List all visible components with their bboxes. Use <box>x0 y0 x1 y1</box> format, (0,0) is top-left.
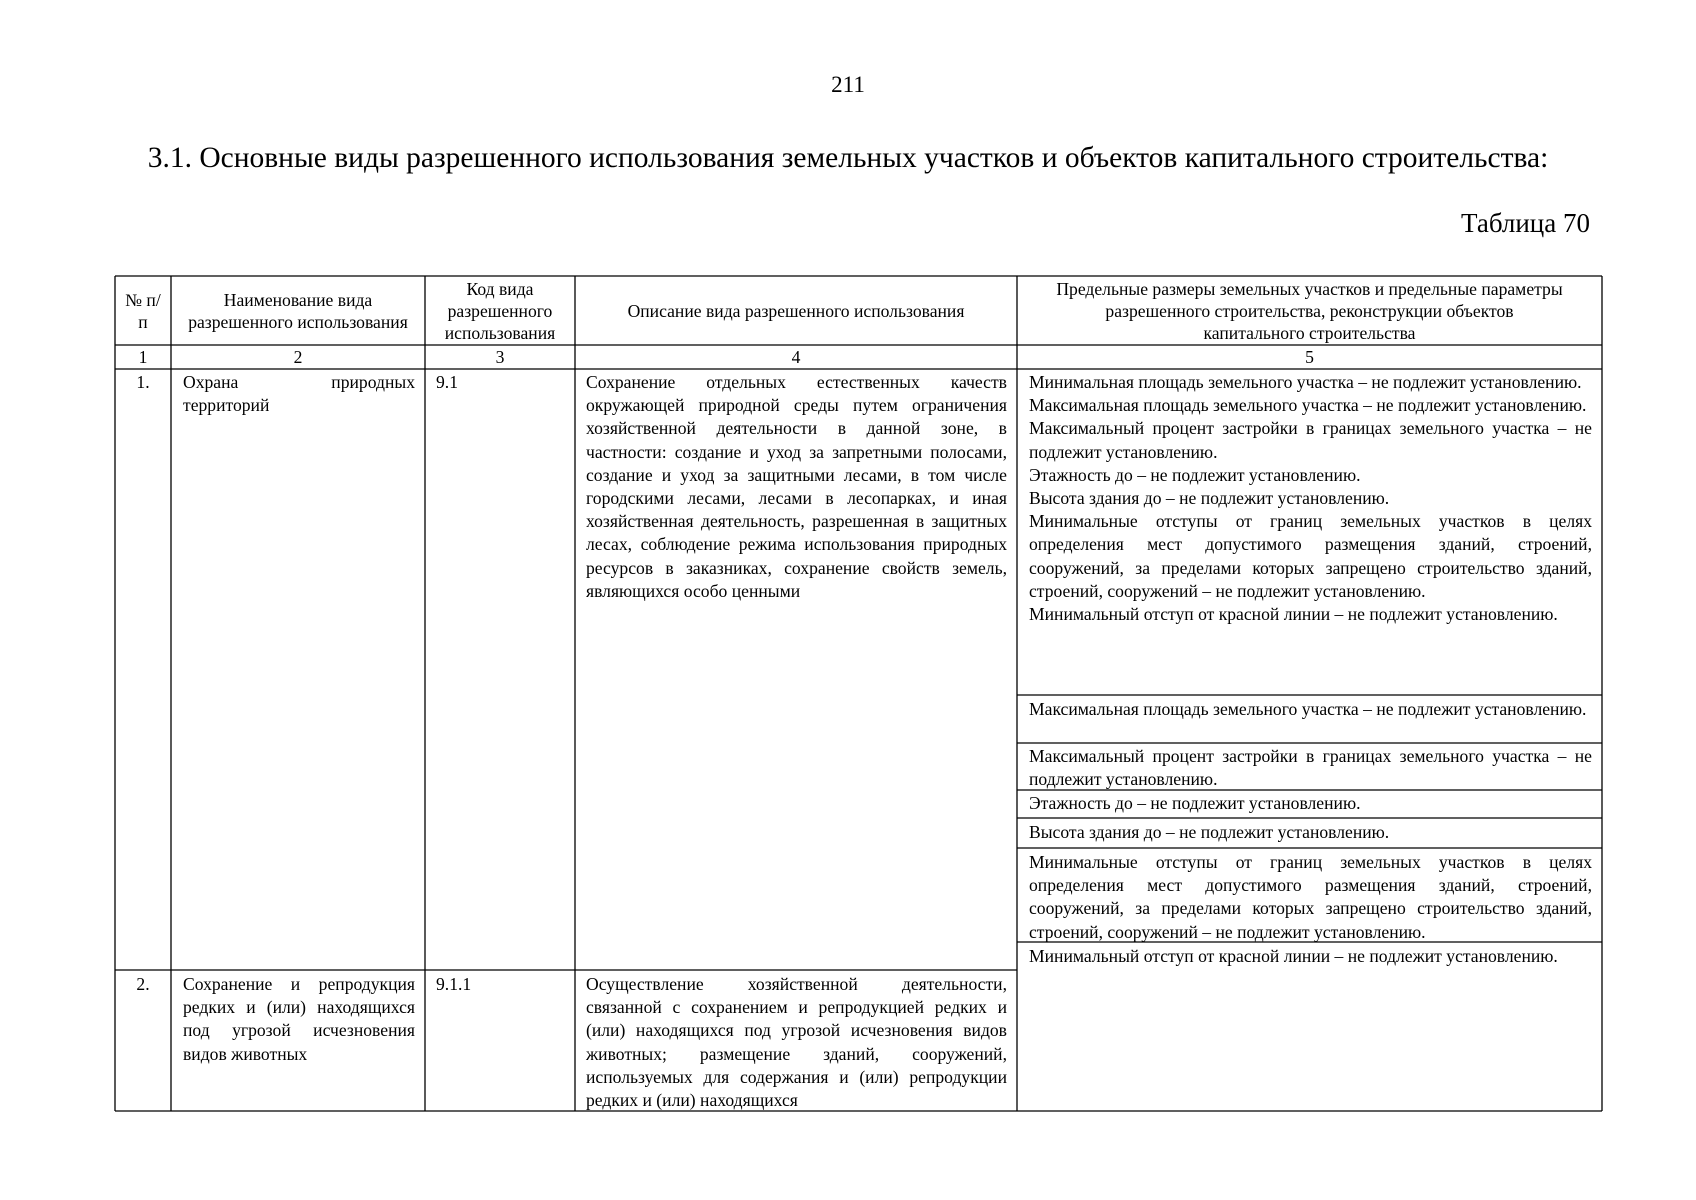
param-red-line: Минимальный отступ от красной линии – не подлежит установлению. <box>1029 604 1558 625</box>
page-number: 211 <box>831 72 865 97</box>
row1-description: Сохранение отдельных естественных качеств окружающей природной среды путем ограничения хозяйственной деятельности в данной зоне, в частности: создание и уход за запретными полосами, создание и уход за защитными лесами, в том числе городскими лесами, лесами в лесопарках, и иная хозяйственная деятельность, разрешенная в защитных лесах, соблюдение режима использования природных ресурсов в заказниках, сохранение свойств земель, являющихся особо ценными <box>586 372 1007 601</box>
extra-param-max-area: Максимальная площадь земельного участка – не подлежит установлению. <box>1029 699 1587 719</box>
extra-param-max-coverage: Максимальный процент застройки в границах земельного участка – не подлежит установлению. <box>1029 746 1592 790</box>
column-number-4: 4 <box>791 347 801 367</box>
param-height: Высота здания до – не подлежит установлению. <box>1029 488 1390 509</box>
row2-name: Сохранение и репродукция редких и (или) находящихся под угрозой исчезновения видов животных <box>183 974 415 1064</box>
header-code: Код вида разрешенного использования <box>444 278 556 343</box>
param-min-setbacks: Минимальные отступы от границ земельных участков в целях определения мест допустимого размещения зданий, строений, сооружений, за пределами которых запрещено строительство зданий, строений, сооружений – не подлежит установлению. <box>1029 511 1592 601</box>
param-min-area: Минимальная площадь земельного участка – не подлежит установлению. <box>1029 372 1582 392</box>
extra-param-min-setbacks: Минимальные отступы от границ земельных участков в целях определения мест допустимого размещения зданий, строений, сооружений, за пределами которых запрещено строительство зданий, строений, сооружений – не подлежит установлению. <box>1029 852 1592 942</box>
column-number-2: 2 <box>293 347 303 367</box>
param-max-area: Максимальная площадь земельного участка – не подлежит установлению. <box>1029 395 1587 416</box>
row2-description: Осуществление хозяйственной деятельности, связанной с сохранением и репродукцией редких и (или) находящихся под угрозой исчезновения видов животных; размещение зданий, сооружений, используемых для содержания и (или) репродукции редких и (или) находящихся <box>586 974 1007 1111</box>
row2-number: 2. <box>136 974 150 994</box>
extra-param-floors: Этажность до – не подлежит установлению. <box>1029 793 1361 813</box>
header-name: Наименование вида разрешенного использования <box>188 289 408 332</box>
column-number-5: 5 <box>1305 347 1314 367</box>
row1-number: 1. <box>136 372 150 392</box>
column-number-1: 1 <box>138 347 148 367</box>
param-max-coverage: Максимальный процент застройки в границах земельного участка – не подлежит установлению. <box>1029 418 1592 462</box>
table-label: Таблица 70 <box>1461 208 1590 238</box>
row1-name: Охрана природных территорий <box>183 372 415 416</box>
row2-code: 9.1.1 <box>436 974 472 994</box>
param-floors: Этажность до – не подлежит установлению. <box>1029 464 1361 485</box>
section-heading: 3.1. Основные виды разрешенного использования земельных участков и объектов капитального строительства: <box>147 142 1549 174</box>
extra-param-height: Высота здания до – не подлежит установлению. <box>1029 822 1390 842</box>
header-description: Описание вида разрешенного использования <box>627 300 965 321</box>
header-params: Предельные размеры земельных участков и предельные параметры разрешенного строительства, реконструкции объектов капитального строительства <box>1056 278 1563 343</box>
column-number-3: 3 <box>495 347 505 367</box>
row1-params <box>1029 371 1592 626</box>
extra-param-red-line: Минимальный отступ от красной линии – не подлежит установлению. <box>1029 946 1558 966</box>
header-number: № п/п <box>125 289 161 332</box>
row1-code: 9.1 <box>436 372 458 392</box>
